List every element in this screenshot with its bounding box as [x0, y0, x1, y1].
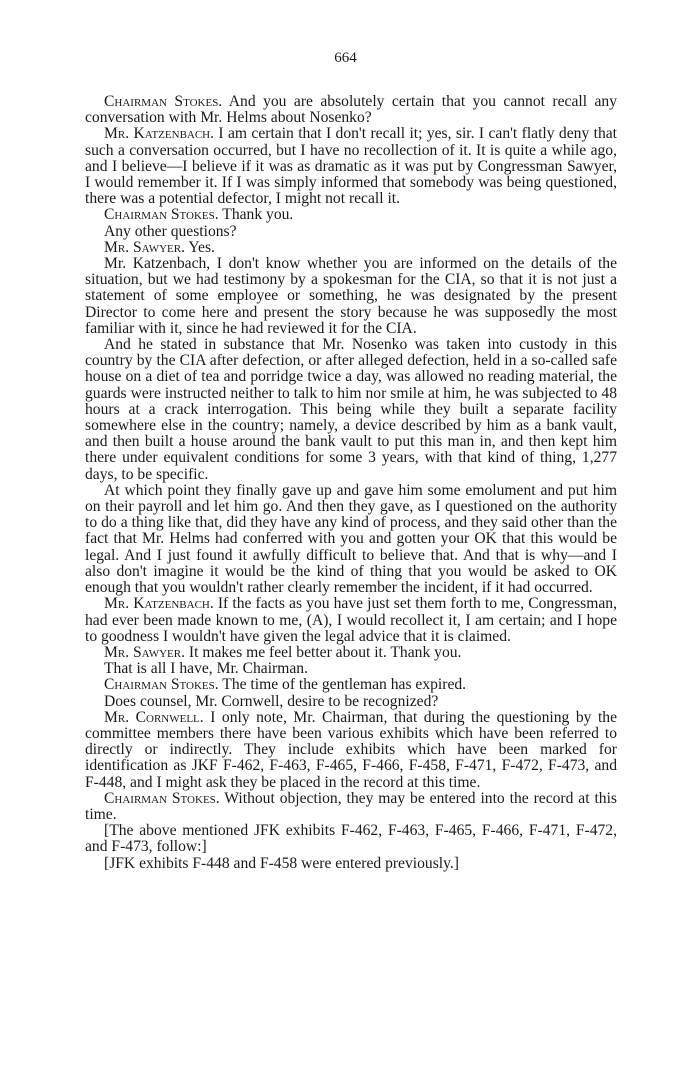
transcript-paragraph	[85, 337, 617, 483]
paragraph-text: Any other questions?	[104, 222, 237, 240]
hearing-transcript	[85, 94, 617, 872]
paragraph-text: If the facts as you have just set them forth to me, Congressman, had ever been made known to me, (A), I would recollect it, I am certain; and I hope to goodness I wouldn't have given the legal advice that it is claimed.	[85, 595, 618, 645]
paragraph-text: [The above mentioned JFK exhibits F-462, F-463, F-465, F-466, F-471, F-472, and F-473, follow:]	[85, 822, 617, 856]
transcript-paragraph	[85, 677, 617, 693]
transcript-paragraph	[85, 694, 617, 710]
speaker-name: Mr. Katzenbach.	[104, 595, 214, 613]
paragraph-text: At which point they finally gave up and gave him some emolument and put him on their payroll and let him go. And then they gave, as I questioned on the authority to do a thing like that, did they have any kind of process, and they said other than the fact that Mr. Helms had conferred with you and gotten your OK that this would be legal. And I just found it awfully difficult to believe that. And that is why—and I also don't imagine it would be the kind of thing that you would be asked to OK enough that you wouldn't rather clearly remember the incident, if it had occurred.	[85, 481, 617, 597]
transcript-paragraph	[85, 126, 617, 207]
transcript-paragraph	[85, 483, 617, 596]
paragraph-text: Without objection, they may be entered into the record at this time.	[85, 789, 617, 823]
speaker-name: Chairman Stokes.	[104, 676, 219, 694]
transcript-paragraph	[85, 661, 617, 677]
speaker-name: Mr. Sawyer.	[104, 643, 186, 661]
paragraph-text: That is all I have, Mr. Chairman.	[104, 660, 308, 678]
transcript-paragraph	[85, 823, 617, 855]
transcript-paragraph	[85, 240, 617, 256]
page-number: 664	[334, 50, 357, 66]
paragraph-text: Yes.	[185, 238, 215, 256]
paragraph-text: I only note, Mr. Chairman, that during the questioning by the committee members there have been various exhibits which have been referred to directly or indirectly. They include exhibits which have been marked for identification as JKF F-462, F-463, F-465, F-466, F-458, F-471, F-472, F-473, and F-448, and I might ask they be placed in the record at this time.	[85, 708, 617, 791]
transcript-paragraph	[85, 645, 617, 661]
paragraph-text: Mr. Katzenbach, I don't know whether you are informed on the details of the situation, but we had testimony by a spokesman for the CIA, so that it is not just a statement of some employee or something, he was designated by the present Director to come here and present the story because he was supposedly the most familiar with it, since he had reviewed it for the CIA.	[85, 255, 617, 337]
speaker-name: Mr. Katzenbach.	[104, 125, 215, 143]
paragraph-text: [JFK exhibits F-448 and F-458 were entered previously.]	[104, 854, 459, 872]
transcript-paragraph	[85, 791, 617, 823]
transcript-paragraph	[85, 207, 617, 223]
transcript-paragraph	[85, 710, 617, 791]
transcript-paragraph	[85, 596, 617, 645]
speaker-name: Chairman Stokes.	[104, 206, 219, 224]
transcript-paragraph	[85, 856, 617, 872]
paragraph-text: And you are absolutely certain that you cannot recall any conversation with Mr. Helms about Nosenko?	[85, 93, 617, 127]
paragraph-text: The time of the gentleman has expired.	[218, 676, 467, 694]
paragraph-text: It makes me feel better about it. Thank you.	[185, 643, 462, 661]
paragraph-text: And he stated in substance that Mr. Nosenko was taken into custody in this country by the CIA after defection, or after alleged defection, held in a so-called safe house on a diet of tea and porridge twice a day, was allowed no reading material, the guards were instructed neither to talk to him nor smile at him, he was subjected to 48 hours at a crack interrogation. This being while they built a separate facility somewhere else in the country; namely, a device described by him as a bank vault, and then built a house around the bank vault to put this man in, and then kept him there under equivalent conditions for some 3 years, with that kind of thing, 1,277 days, to be specific.	[85, 336, 617, 483]
speaker-name: Chairman Stokes.	[104, 93, 223, 110]
speaker-name: Chairman Stokes.	[104, 789, 220, 807]
speaker-name: Mr. Cornwell.	[104, 708, 204, 726]
speaker-name: Mr. Sawyer.	[104, 238, 186, 256]
paragraph-text: Thank you.	[218, 206, 294, 224]
transcript-paragraph	[85, 224, 617, 240]
paragraph-text: Does counsel, Mr. Cornwell, desire to be recognized?	[104, 692, 439, 710]
paragraph-text: I am certain that I don't recall it; yes, sir. I can't flatly deny that such a conversation occurred, but I have no recollection of it. It is quite a while ago, and I believe—I believe if it was as dramatic as it was put by Congressman Sawyer, I would remember it. If I was simply informed that somebody was being questioned, there was a potential defector, I might not recall it.	[85, 125, 617, 208]
transcript-paragraph	[85, 94, 617, 126]
transcript-paragraph	[85, 256, 617, 337]
